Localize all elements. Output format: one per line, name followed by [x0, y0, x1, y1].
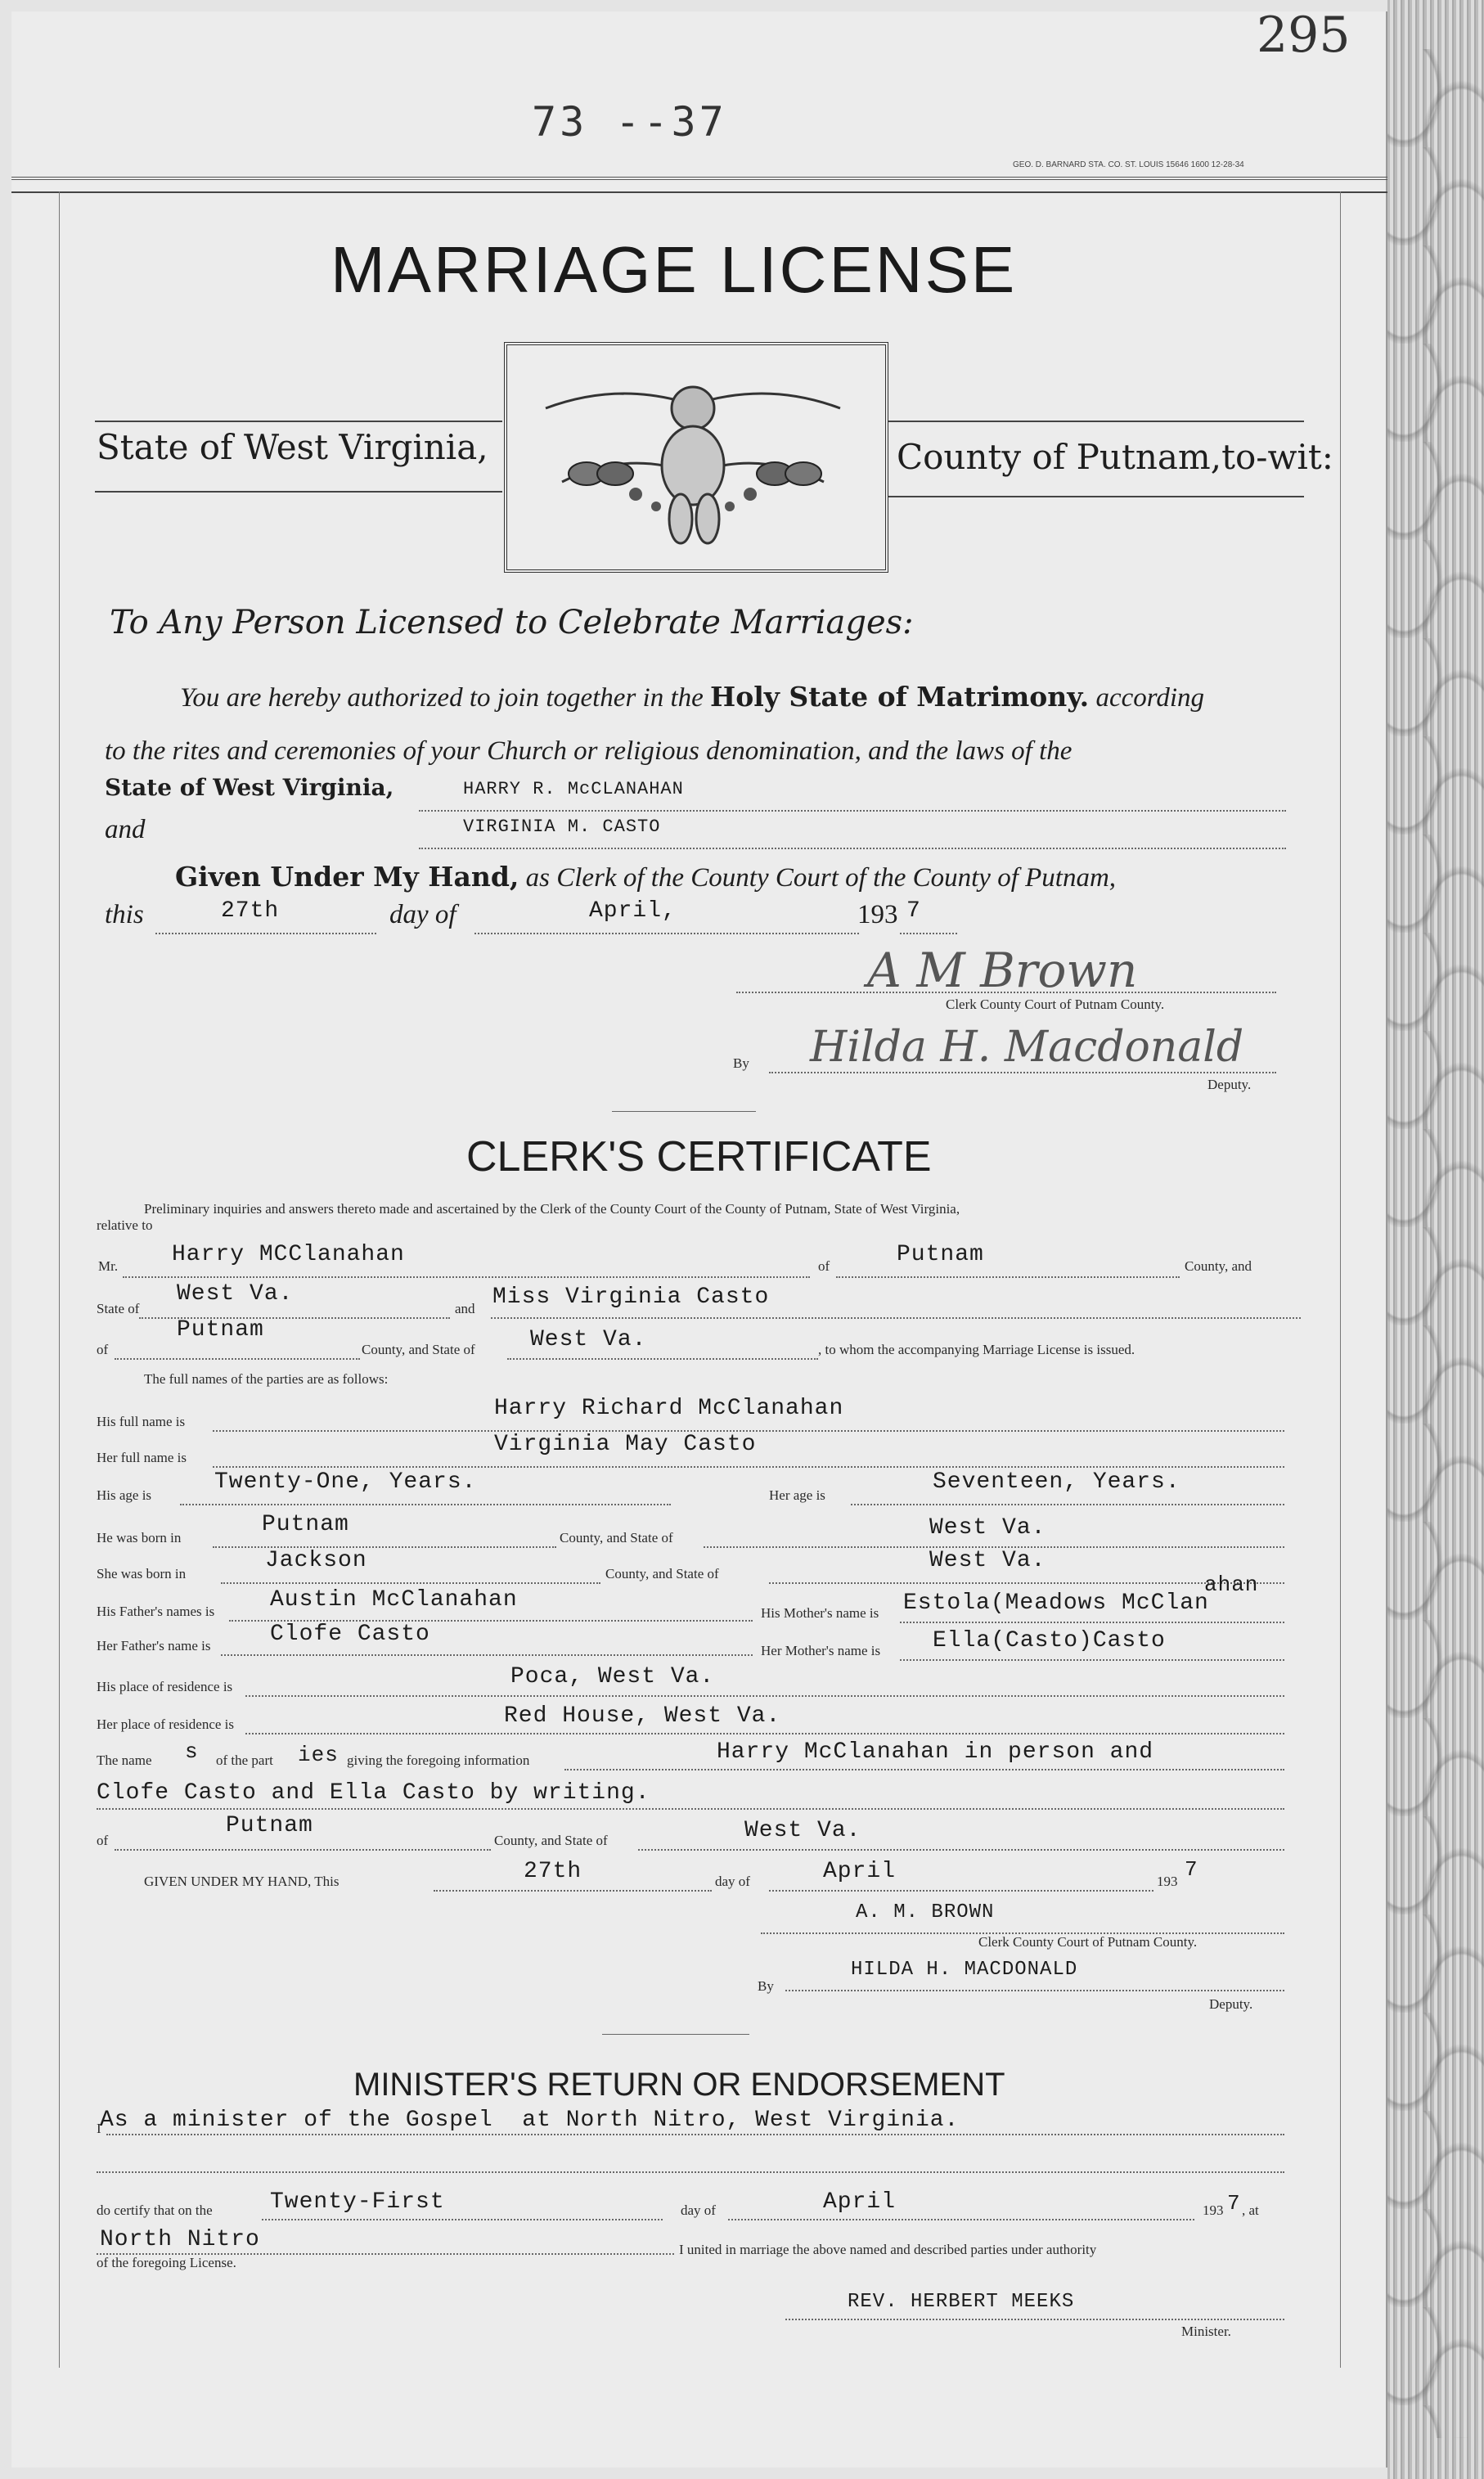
his-mother-continued: ahan	[1204, 1572, 1259, 1597]
license-day: 27th	[221, 898, 280, 924]
his-residence-label: His place of residence is	[97, 1679, 233, 1694]
minister-i-label: I	[97, 2121, 101, 2136]
marriage-place: North Nitro	[100, 2227, 260, 2252]
mr-county: Putnam	[897, 1242, 984, 1267]
mr-of-label: of	[818, 1258, 830, 1274]
page-number: 295	[1257, 7, 1351, 64]
her-father: Clofe Casto	[270, 1622, 430, 1647]
license-deputy-caption: Deputy.	[1207, 1077, 1252, 1092]
county-and-state-3: County, and State of	[605, 1566, 719, 1581]
part-suffix: ies	[298, 1743, 339, 1767]
his-mother-label: His Mother's name is	[761, 1605, 879, 1621]
given-under-hand: Given Under My Hand, as Clerk of the County Court of the County of Putnam,	[175, 861, 1117, 893]
county-label: County of Putnam,to-wit:	[897, 437, 1333, 477]
mr-name: Harry MCClanahan	[172, 1242, 405, 1267]
mr-label: Mr.	[98, 1258, 119, 1274]
he-born-state: West Va.	[929, 1515, 1046, 1541]
her-mother-label: Her Mother's name is	[761, 1643, 881, 1658]
clerk-certificate-title: CLERK'S CERTIFICATE	[466, 1133, 932, 1181]
her-residence-label: Her place of residence is	[97, 1716, 235, 1732]
miss-name: Miss Virginia Casto	[492, 1284, 770, 1310]
her-full-name-label: Her full name is	[97, 1450, 187, 1465]
cherub-emblem	[504, 342, 888, 573]
book-page-edges	[1387, 0, 1484, 2479]
he-born-county: Putnam	[262, 1512, 349, 1537]
license-month: April,	[589, 898, 677, 924]
her-father-label: Her Father's name is	[97, 1638, 211, 1653]
given-year-prefix: 193	[1157, 1874, 1178, 1889]
she-born-label: She was born in	[97, 1566, 187, 1581]
deputy-signature: Hilda H. Macdonald	[810, 1023, 1244, 1072]
of-the-part-label: of the part	[216, 1752, 273, 1768]
minister-title: MINISTER'S RETURN OR ENDORSEMENT	[353, 2067, 1005, 2103]
her-age: Seventeen, Years.	[933, 1469, 1180, 1495]
her-age-label: Her age is	[769, 1487, 825, 1503]
miss-state: West Va.	[530, 1327, 647, 1352]
license-year-suffix: 7	[906, 898, 921, 924]
state-label: State of West Virginia,	[97, 427, 488, 467]
clerk-signature: A M Brown	[867, 943, 1138, 998]
this-label: this	[105, 900, 144, 929]
minister-year-suffix: 7	[1227, 2191, 1241, 2216]
license-line1: You are hereby authorized to join together in the Holy State of Matrimony. according	[180, 681, 1205, 713]
cert-clerk-name: A. M. BROWN	[856, 1901, 995, 1923]
license-year-prefix: 193	[857, 900, 898, 929]
informant-state: West Va.	[744, 1818, 861, 1843]
and-miss-label: and	[455, 1301, 475, 1316]
his-residence: Poca, West Va.	[510, 1664, 715, 1689]
the-name-label: The name	[97, 1752, 152, 1768]
cert-clerk-caption: Clerk County Court of Putnam County.	[978, 1934, 1198, 1950]
license-clerk-caption: Clerk County Court of Putnam County.	[946, 997, 1165, 1012]
county-and-state-4: County, and State of	[494, 1833, 608, 1848]
her-mother: Ella(Casto)Casto	[933, 1628, 1166, 1653]
her-residence: Red House, West Va.	[504, 1703, 781, 1729]
his-father: Austin McClanahan	[270, 1587, 518, 1613]
of-label-2: of	[97, 1342, 109, 1357]
cert-by-label: By	[758, 1978, 774, 1994]
to-whom: , to whom the accompanying Marriage License is issued.	[818, 1342, 1135, 1357]
and-label: and	[105, 815, 146, 844]
giving-info-label: giving the foregoing information	[347, 1752, 530, 1768]
of-foregoing-label: of the foregoing License.	[97, 2255, 236, 2270]
of-label-3: of	[97, 1833, 109, 1848]
given-day: 27th	[524, 1859, 582, 1884]
miss-county: Putnam	[177, 1317, 264, 1343]
minister-caption: Minister.	[1181, 2324, 1231, 2339]
certificate-intro: Preliminary inquiries and answers thereto made and ascertained by the Clerk of the County Court of the County of Putnam, State of West Virginia,	[144, 1201, 960, 1217]
his-age: Twenty-One, Years.	[214, 1469, 477, 1495]
given-under-label: GIVEN UNDER MY HAND, This	[144, 1874, 340, 1889]
his-full-name-label: His full name is	[97, 1414, 186, 1429]
county-and-state-1: County, and State of	[362, 1342, 475, 1357]
minister-year-prefix: 193	[1203, 2202, 1224, 2218]
county-and-1: County, and	[1185, 1258, 1252, 1274]
groom-name: HARRY R. McCLANAHAN	[463, 779, 684, 799]
record-number: 73 --37	[532, 98, 727, 146]
bride-name: VIRGINIA M. CASTO	[463, 817, 661, 837]
she-born-county: Jackson	[265, 1548, 367, 1573]
relative-to: relative to	[97, 1217, 153, 1233]
minister-day-of-label: day of	[681, 2202, 716, 2218]
license-line2: to the rites and ceremonies of your Church or religious denomination, and the laws of the	[105, 736, 1073, 766]
mr-state: West Va.	[177, 1281, 294, 1307]
his-mother: Estola(Meadows McClan	[903, 1590, 1209, 1616]
united-text: I united in marriage the above named and described parties under authority	[679, 2242, 1097, 2257]
certify-label: do certify that on the	[97, 2202, 213, 2218]
she-born-state: West Va.	[929, 1548, 1046, 1573]
cert-deputy-caption: Deputy.	[1209, 1996, 1253, 2012]
minister-month: April	[823, 2189, 897, 2215]
informant-line1: Harry McClanahan in person and	[717, 1739, 1154, 1765]
license-by-label: By	[733, 1055, 749, 1071]
cert-deputy-name: HILDA H. MACDONALD	[851, 1959, 1078, 1981]
his-age-label: His age is	[97, 1487, 152, 1503]
header-rule	[11, 177, 1387, 180]
state-of-label: State of	[97, 1301, 140, 1316]
license-day-of-label: day of	[389, 900, 456, 929]
name-suffix: s	[185, 1739, 199, 1764]
her-full-name: Virginia May Casto	[494, 1432, 757, 1457]
given-month: April	[823, 1859, 897, 1884]
minister-line1: As a minister of the Gospel at North Nitro, West Virginia.	[100, 2108, 960, 2133]
minister-name: REV. HERBERT MEEKS	[848, 2291, 1075, 2313]
his-father-label: His Father's names is	[97, 1604, 215, 1619]
state-gothic: State of West Virginia,	[105, 774, 394, 801]
minister-day: Twenty-First	[270, 2189, 445, 2215]
minister-at-label: , at	[1242, 2202, 1259, 2218]
given-year-suffix: 7	[1185, 1857, 1198, 1882]
county-and-state-2: County, and State of	[560, 1530, 673, 1545]
license-salutation: To Any Person Licensed to Celebrate Marriages:	[110, 604, 914, 641]
he-born-label: He was born in	[97, 1530, 182, 1545]
title: MARRIAGE LICENSE	[331, 233, 1018, 306]
informant-line2: Clofe Casto and Ella Casto by writing.	[97, 1780, 650, 1806]
his-full-name: Harry Richard McClanahan	[494, 1396, 844, 1421]
printer-imprint: GEO. D. BARNARD STA. CO. ST. LOUIS 15646 1600 12-28-34	[1013, 160, 1244, 169]
informant-county: Putnam	[226, 1813, 313, 1838]
full-names-intro: The full names of the parties are as follows:	[144, 1371, 389, 1387]
given-day-of-label: day of	[715, 1874, 750, 1889]
